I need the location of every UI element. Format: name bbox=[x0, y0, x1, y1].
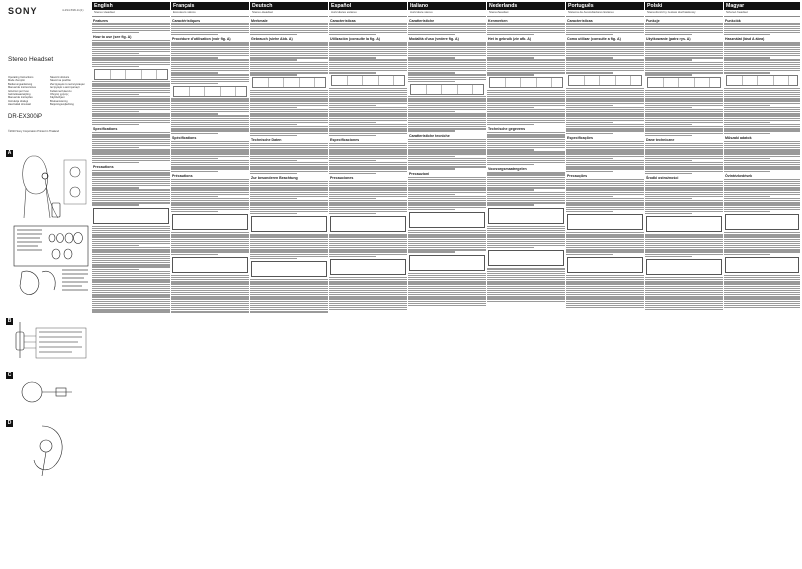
language-item: Návod na použitie bbox=[50, 79, 71, 83]
language-column-spanish bbox=[329, 2, 407, 567]
language-item: Betjeningsvejledning bbox=[50, 103, 74, 107]
disposal-notice-box bbox=[646, 216, 722, 232]
language-item: Kullanma Kılavuzu bbox=[50, 89, 72, 93]
section-heading: Especificaciones bbox=[330, 137, 360, 142]
column-subtitle: Ecouteurs stéréo bbox=[171, 10, 249, 17]
battery-notice-box bbox=[251, 261, 327, 277]
section-heading: Especificações bbox=[567, 135, 593, 140]
figure-marker-c: C bbox=[7, 372, 12, 378]
figure-c-cord-illustration bbox=[12, 372, 90, 416]
product-title: Stereo Headset bbox=[8, 56, 54, 63]
figure-marker-d: D bbox=[7, 420, 12, 426]
section-heading: Precauções bbox=[567, 173, 588, 178]
language-column-english bbox=[92, 2, 170, 567]
section-heading: Precauzioni bbox=[409, 171, 430, 176]
ear-tip-size-table bbox=[252, 77, 326, 88]
language-column-italian bbox=[408, 2, 486, 567]
section-heading: Utilización (consulte la fig. A) bbox=[330, 37, 380, 42]
section-heading: Caractéristiques bbox=[172, 18, 201, 23]
battery-notice-box bbox=[330, 259, 406, 275]
language-item: Operating Instructions bbox=[8, 76, 34, 79]
language-item: Bruksanvisning bbox=[50, 99, 68, 103]
language-item: Istruzioni per l'uso bbox=[8, 89, 29, 93]
language-list-right bbox=[50, 76, 90, 107]
language-column-hungarian bbox=[724, 2, 800, 567]
brand-logo: SONY bbox=[8, 6, 38, 16]
language-item: Instrukcja obsługi bbox=[8, 99, 29, 103]
section-heading: Het in gebruik (zie afb. A) bbox=[488, 37, 531, 42]
ear-tip-size-table bbox=[726, 75, 798, 86]
ear-tip-size-table bbox=[489, 77, 563, 88]
language-item: Manual de instrucciones bbox=[8, 86, 36, 90]
section-heading: Technische Daten bbox=[251, 137, 282, 142]
section-heading: Technische gegevens bbox=[488, 127, 526, 132]
language-column-dutch bbox=[487, 2, 565, 567]
language-item: Инструкция по эксплуатации bbox=[50, 82, 85, 86]
column-title: Deutsch bbox=[250, 2, 328, 10]
language-item: Bedienungsanleitung bbox=[8, 82, 33, 86]
figure-a-illustration bbox=[12, 148, 90, 308]
section-heading: Środki ostrożności bbox=[646, 176, 679, 181]
column-subtitle: Stereo Headset bbox=[92, 10, 170, 17]
figure-d-ear-illustration bbox=[12, 420, 90, 480]
disposal-notice-box bbox=[330, 216, 406, 232]
section-heading: Précautions bbox=[172, 173, 193, 178]
column-subtitle: Sztereó headset bbox=[724, 10, 800, 17]
section-heading: Merkmale bbox=[251, 18, 268, 23]
column-subtitle: Stereo-Headset bbox=[250, 10, 328, 17]
figure-marker-a: A bbox=[7, 150, 12, 156]
ear-tip-size-table bbox=[410, 84, 484, 95]
language-item: Οδηγίες χρήσης bbox=[50, 93, 69, 97]
language-column-french bbox=[171, 2, 249, 567]
section-heading: Spécifications bbox=[172, 135, 197, 140]
language-item: Інструкція з експлуатації bbox=[50, 86, 80, 90]
column-subtitle: Auricolare stereo bbox=[408, 10, 486, 17]
disposal-notice-box bbox=[409, 212, 485, 228]
battery-notice-box bbox=[409, 255, 485, 271]
cover-column bbox=[2, 0, 90, 569]
section-heading: Modalità d'uso (vedere fig. A) bbox=[409, 37, 459, 42]
column-title: Español bbox=[329, 2, 407, 10]
language-item: Gebruiksaanwijzing bbox=[8, 93, 31, 97]
copyright-line: ©2010 Sony Corporation Printed in Thailand bbox=[8, 130, 59, 133]
ear-tip-size-table bbox=[647, 77, 721, 88]
language-item: Manual de instruções bbox=[8, 96, 33, 100]
language-list-left bbox=[8, 76, 48, 107]
disposal-notice-box bbox=[488, 208, 564, 224]
section-heading: Óvintézkedések bbox=[725, 173, 753, 178]
section-heading: Caratteristiche bbox=[409, 18, 435, 23]
section-heading: Precautions bbox=[93, 165, 114, 170]
language-column-polish bbox=[645, 2, 723, 567]
disposal-notice-box bbox=[172, 214, 248, 230]
ear-tip-size-table bbox=[94, 69, 168, 80]
section-heading: Használat (lásd A ábra) bbox=[725, 37, 765, 42]
column-title: Nederlands bbox=[487, 2, 565, 10]
section-heading: Użytkowanie (patrz rys. A) bbox=[646, 37, 691, 42]
section-heading: Kenmerken bbox=[488, 18, 508, 23]
battery-notice-box bbox=[488, 250, 564, 266]
disposal-notice-box bbox=[725, 214, 799, 230]
section-heading: Como utilizar (consulte a fig. A) bbox=[567, 37, 621, 42]
section-heading: Features bbox=[93, 18, 108, 23]
column-title: Polski bbox=[645, 2, 723, 10]
column-subtitle: Sistema de Auscultadores Estéreo bbox=[566, 10, 644, 17]
column-title: Italiano bbox=[408, 2, 486, 10]
section-heading: Caratteristiche tecniche bbox=[409, 133, 450, 138]
ear-tip-size-table bbox=[173, 86, 247, 97]
section-heading: Características bbox=[330, 18, 356, 23]
section-heading: Características bbox=[567, 18, 593, 23]
language-item: Mode d'emploi bbox=[8, 79, 25, 83]
disposal-notice-box bbox=[567, 214, 643, 230]
battery-notice-box bbox=[567, 257, 643, 273]
section-heading: Funkciók bbox=[725, 18, 741, 23]
figure-marker-b: B bbox=[7, 318, 12, 324]
section-heading: Dane techniczne bbox=[646, 137, 675, 142]
section-heading: Gebrauch (siehe Abb. A) bbox=[251, 37, 293, 42]
model-name: DR-EX300iP bbox=[8, 114, 43, 120]
figure-b-remote-illustration bbox=[12, 318, 90, 368]
language-column-german bbox=[250, 2, 328, 567]
battery-notice-box bbox=[725, 257, 799, 273]
language-item: Návod k obsluze bbox=[50, 76, 70, 79]
section-heading: Specifications bbox=[93, 127, 118, 132]
document-number: 4-294-598-11(1) bbox=[62, 8, 84, 12]
ear-tip-size-table bbox=[568, 75, 642, 86]
language-column-portuguese bbox=[566, 2, 644, 567]
column-subtitle: Stereofoniczny zestaw słuchawkowy bbox=[645, 10, 723, 17]
column-title: Português bbox=[566, 2, 644, 10]
column-title: English bbox=[92, 2, 170, 10]
column-title: Français bbox=[171, 2, 249, 10]
section-heading: Zur besonderen Beachtung bbox=[251, 176, 298, 181]
section-heading: Procédure d'utilisation (voir fig. A) bbox=[172, 37, 231, 42]
section-heading: How to use (see fig. A) bbox=[93, 35, 132, 40]
battery-notice-box bbox=[646, 259, 722, 275]
column-subtitle: Stereoheadset bbox=[487, 10, 565, 17]
section-heading: Műszaki adatok bbox=[725, 135, 752, 140]
disposal-notice-box bbox=[93, 208, 169, 224]
ear-tip-size-table bbox=[331, 75, 405, 86]
column-subtitle: Auriculares estéreo bbox=[329, 10, 407, 17]
section-heading: Funkcje bbox=[646, 18, 660, 23]
disposal-notice-box bbox=[251, 216, 327, 232]
battery-notice-box bbox=[172, 257, 248, 273]
section-heading: Voorzorgsmaatregelen bbox=[488, 167, 527, 172]
column-title: Magyar bbox=[724, 2, 800, 10]
language-item: Használati útmutató bbox=[8, 103, 31, 107]
section-heading: Precauciones bbox=[330, 176, 354, 181]
language-item: Käyttöohjeet bbox=[50, 96, 65, 100]
